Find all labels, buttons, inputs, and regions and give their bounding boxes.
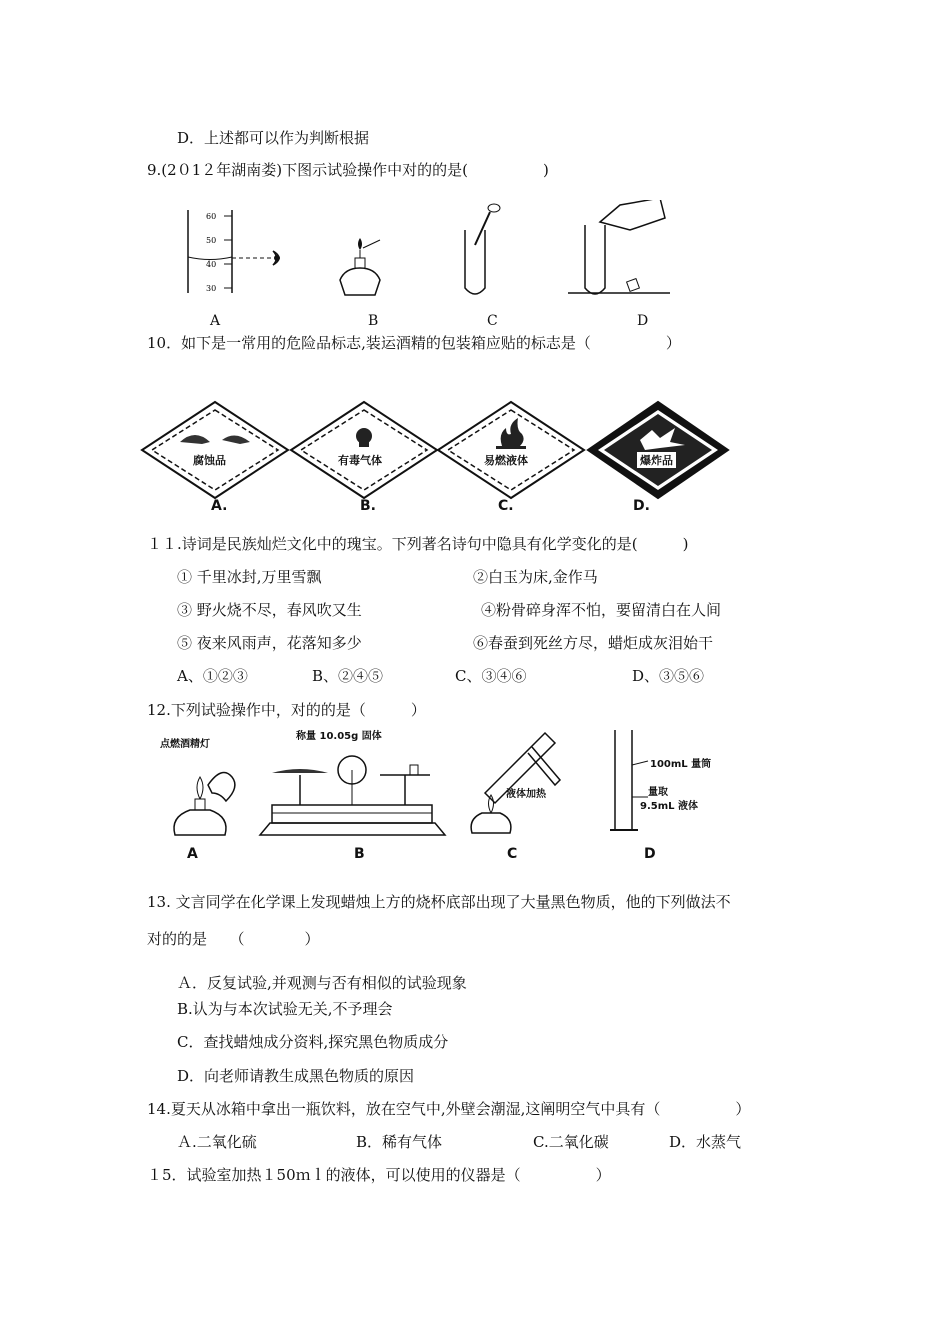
q9-caption-c: C	[487, 313, 498, 329]
q12-caption-b: B	[354, 846, 365, 862]
q12-caption-c: C	[507, 846, 518, 862]
balance-figure	[260, 756, 445, 835]
label-weigh-solid: 称量 10.05g 固体	[296, 731, 382, 742]
q12-figures	[160, 725, 720, 840]
sign-label-flammable: 易燃液体	[481, 452, 531, 468]
q9-stem: 9.(2０1２年湖南娄)下图示试验操作中对的的是( )	[147, 161, 549, 179]
label-heating-liquid: 液体加热	[506, 789, 546, 800]
explosive-sign	[588, 402, 728, 498]
sign-label-toxic: 有毒气体	[335, 452, 385, 468]
hazard-signs	[140, 400, 730, 500]
q10-letter-a: A.	[211, 498, 228, 514]
q10-letter-c: C.	[498, 498, 514, 514]
sign-label-corrosive: 腐蚀品	[190, 452, 229, 468]
q12-stem: 12.下列试验操作中，对的的是（ ）	[147, 701, 426, 719]
q13-option-b: B.认为与本次试验无关,不予理会	[177, 1000, 393, 1018]
q13-option-c: C．查找蜡烛成分资料,探究黑色物质成分	[177, 1033, 449, 1051]
q9-caption-d: D	[637, 313, 649, 329]
q9-figures	[160, 200, 680, 310]
q9-caption-b: B	[368, 313, 379, 329]
label-9-5ml-liquid: 9.5mL 液体	[640, 801, 698, 812]
q11-poem-1: ① 千里冰封,万里雪飘	[177, 568, 322, 586]
q11-option-d: D、③⑤⑥	[632, 667, 705, 685]
q14-option-c: C.二氧化碳	[533, 1133, 609, 1151]
heating-tube-figure	[471, 733, 560, 833]
q14-option-d: D．水蒸气	[669, 1133, 742, 1151]
q11-poem-5: ⑤ 夜来风雨声，花落知多少	[177, 634, 362, 652]
q13-stem-line2: 对的的是 （ ）	[147, 930, 320, 948]
q11-poem-2: ②白玉为床,金作马	[473, 568, 598, 586]
corrosive-sign	[142, 402, 288, 498]
sign-label-explosive: 爆炸品	[637, 452, 676, 468]
tick-40: 40	[206, 260, 217, 269]
q13-option-a: Ａ．反复试验,并观测与否有相似的试验现象	[177, 974, 467, 992]
label-lighting-lamp: 点燃酒精灯	[160, 739, 210, 750]
q13-stem-line1: 13. 文言同学在化学课上发现蜡烛上方的烧杯底部出现了大量黑色物质，他的下列做法不	[147, 893, 731, 911]
q13-option-d: D．向老师请教生成黑色物质的原因	[177, 1067, 415, 1085]
q11-poem-4: ④粉骨碎身浑不怕，要留清白在人间	[481, 601, 722, 619]
q14-option-a: Ａ.二氧化硫	[177, 1133, 257, 1151]
tick-50: 50	[206, 236, 217, 245]
q9-caption-a: A	[210, 313, 221, 329]
tick-30: 30	[206, 284, 217, 293]
q14-option-b: B．稀有气体	[356, 1133, 443, 1151]
lamp-lighting-figure	[174, 773, 235, 836]
q14-stem: 14.夏天从冰箱中拿出一瓶饮料，放在空气中,外壁会潮湿,这阐明空气中具有（ ）	[147, 1100, 751, 1118]
graduated-cylinder-figure	[188, 210, 280, 293]
alcohol-lamp-figure	[340, 238, 380, 295]
q11-poem-6: ⑥春蚕到死丝方尽，蜡炬成灰泪始干	[473, 634, 714, 652]
q11-option-b: B、②④⑤	[312, 667, 384, 685]
test-tube-dropper-figure	[465, 204, 500, 294]
q10-letter-d: D.	[633, 498, 650, 514]
q10-letter-b: B.	[360, 498, 376, 514]
toxic-sign	[291, 402, 437, 498]
q10-stem: 10．如下是一常用的危险品标志,装运酒精的包装箱应贴的标志是（ ）	[147, 334, 681, 352]
q11-stem: １１.诗词是民族灿烂文化中的瑰宝。下列著名诗句中隐具有化学变化的是( )	[147, 535, 689, 553]
graduated-cylinder-100ml-figure	[610, 730, 648, 830]
q11-option-a: A、①②③	[177, 667, 248, 685]
q15-stem: １5．试验室加热１50ｍｌ的液体，可以使用的仪器是（ ）	[147, 1166, 611, 1184]
pouring-liquid-figure	[568, 200, 670, 294]
q11-poem-3: ③ 野火烧不尽，春风吹又生	[177, 601, 362, 619]
flammable-sign	[438, 402, 584, 498]
tick-60: 60	[206, 212, 217, 221]
q11-option-c: C、③④⑥	[455, 667, 527, 685]
q8-option-d: D．上述都可以作为判断根据	[177, 129, 370, 147]
label-measure: 量取	[648, 787, 668, 798]
label-100ml-cylinder: 100mL 量筒	[650, 759, 712, 770]
q12-caption-a: A	[187, 846, 198, 862]
q12-caption-d: D	[644, 846, 656, 862]
